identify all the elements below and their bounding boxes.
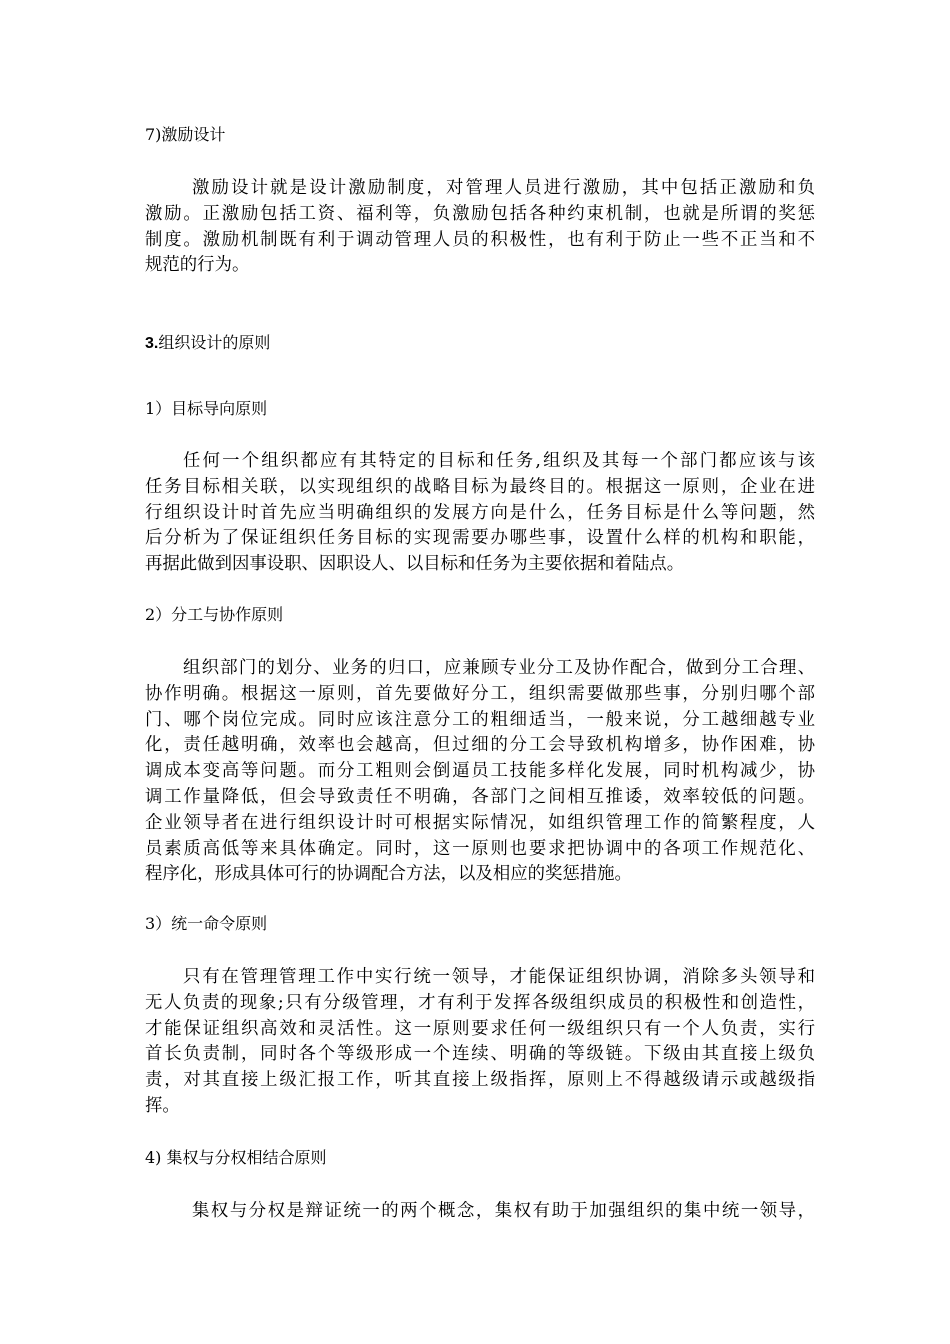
- text-line: 才能保证组织高效和灵活性。这一原则要求任何一级组织只有一个人负责，实行: [145, 1018, 815, 1039]
- text-line: 再据此做到因事设职、因职设人、以目标和任务为主要依据和着陆点。: [145, 554, 685, 575]
- text-line: 制度。激励机制既有利于调动管理人员的积极性，也有利于防止一些不正当和不: [145, 229, 815, 250]
- section-heading-incentive: 7)激励设计: [145, 125, 226, 144]
- paragraph-unity: [145, 965, 815, 1120]
- chapter-number: 3.: [145, 335, 159, 352]
- text-line: 集权与分权是辩证统一的两个概念，集权有助于加强组织的集中统一领导，: [192, 1201, 815, 1221]
- text-line: 任务目标相关联，以实现组织的战略目标为最终目的。根据这一原则，企业在进: [145, 476, 815, 497]
- section-heading-unity: 3）统一命令原则: [145, 914, 268, 933]
- text-line: 化，责任越明确，效率也会越高，但过细的分工会导致机构增多，协作困难，协: [145, 735, 815, 756]
- text-line: 调工作量降低，但会导致责任不明确，各部门之间相互推诿，效率较低的问题。: [145, 786, 815, 807]
- text-line: 责，对其直接上级汇报工作，听其直接上级指挥，原则上不得越级请示或越级指: [145, 1070, 815, 1091]
- text-line: 程序化，形成具体可行的协调配合方法，以及相应的奖惩措施。: [145, 864, 632, 885]
- chapter-title: 组织设计的原则: [158, 333, 271, 352]
- text-line: 激励设计就是设计激励制度，对管理人员进行激励，其中包括正激励和负: [192, 178, 815, 198]
- section-heading-centralization: 4) 集权与分权相结合原则: [145, 1148, 327, 1167]
- text-line: 后分析为了保证组织任务目标的实现需要办哪些事，设置什么样的机构和职能，: [145, 528, 815, 549]
- text-line: 激励。正激励包括工资、福利等，负激励包括各种约束机制，也就是所谓的奖惩: [145, 203, 815, 224]
- text-line: 员素质高低等来具体确定。同时，这一原则也要求把协调中的各项工作规范化、: [145, 838, 815, 859]
- text-line: 挥。: [145, 1095, 180, 1116]
- paragraph-incentive: [145, 176, 815, 279]
- text-line: 组织部门的划分、业务的归口，应兼顾专业分工及协作配合，做到分工合理、: [183, 658, 815, 678]
- text-line: 首长负责制，同时各个等级形成一个连续、明确的等级链。下级由其直接上级负: [145, 1044, 815, 1065]
- chapter-heading-principles: [145, 332, 270, 355]
- text-line: 门、哪个岗位完成。同时应该注意分工的粗细适当，一般来说，分工越细越专业: [145, 709, 815, 730]
- text-line: 只有在管理管理工作中实行统一领导，才能保证组织协调，消除多头领导和: [183, 967, 815, 987]
- text-line: 调成本变高等问题。而分工粗则会倒逼员工技能多样化发展，同时机构减少，协: [145, 761, 815, 782]
- section-heading-division: 2）分工与协作原则: [145, 605, 284, 624]
- text-line: 行组织设计时首先应当明确组织的发展方向是什么，任务目标是什么等问题，然: [145, 502, 815, 523]
- paragraph-centralization: [145, 1199, 815, 1225]
- paragraph-division: [145, 656, 815, 888]
- text-line: 任何一个组织都应有其特定的目标和任务,组织及其每一个部门都应该与该: [183, 451, 815, 471]
- text-line: 规范的行为。: [145, 255, 250, 276]
- text-line: 协作明确。根据这一原则，首先要做好分工，组织需要做那些事，分别归哪个部: [145, 683, 815, 704]
- paragraph-goal: [145, 449, 815, 578]
- section-heading-goal: 1）目标导向原则: [145, 399, 268, 418]
- text-line: 企业领导者在进行组织设计时可根据实际情况，如组织管理工作的简繁程度，人: [145, 812, 815, 833]
- text-line: 无人负责的现象;只有分级管理，才有利于发挥各级组织成员的积极性和创造性，: [145, 992, 815, 1013]
